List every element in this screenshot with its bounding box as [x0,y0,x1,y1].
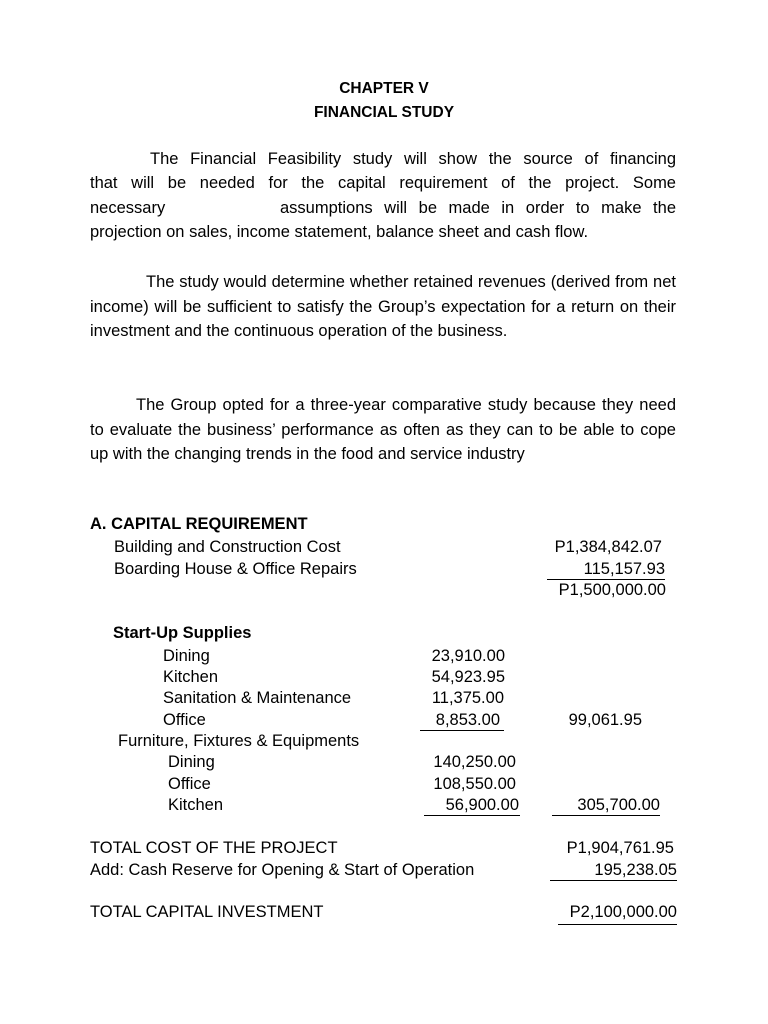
paragraph-1-line-3b: assumptions will be made in order to make the [280,199,676,217]
total-capital-investment-value-cell [558,903,677,925]
supplies-item-value: 54,923.95 [431,668,505,686]
supplies-item-label: Office [163,711,206,729]
supplies-item-value: 23,910.00 [431,647,505,665]
paragraph-1-line-4: projection on sales, income statement, balance sheet and cash flow. [90,223,589,241]
total-capital-investment-value: P2,100,000.00 [569,903,677,921]
supplies-item-value-cell [420,711,504,731]
total-project-cost-label: TOTAL COST OF THE PROJECT [90,839,338,857]
furniture-item-value: 56,900.00 [445,796,519,814]
building-cost-label: Building and Construction Cost [114,538,341,556]
cash-reserve-label: Add: Cash Reserve for Opening & Start of Operation [90,861,475,879]
furniture-item-value-cell [424,796,520,816]
furniture-total-value-cell [552,796,660,816]
supplies-item-value: 8,853.00 [435,711,500,729]
capital-requirement-heading: A. CAPITAL REQUIREMENT [90,515,308,533]
paragraph-1-line-1: The Financial Feasibility study will show the source of financing [150,150,676,168]
boarding-repairs-value: 115,157.93 [583,560,665,578]
furniture-item-value: 140,250.00 [433,753,516,771]
supplies-item-label: Sanitation & Maintenance [163,689,352,707]
supplies-item-label: Kitchen [163,668,219,686]
furniture-item-label: Kitchen [168,796,224,814]
startup-supplies-heading: Start-Up Supplies [113,624,252,642]
supplies-total-value: 99,061.95 [568,711,642,729]
building-cost-value: P1,384,842.07 [554,538,662,556]
total-project-cost-value: P1,904,761.95 [566,839,674,857]
furniture-item-label: Dining [168,753,215,771]
supplies-item-value: 11,375.00 [431,689,504,707]
boarding-repairs-label: Boarding House & Office Repairs [114,560,357,578]
capital-subtotal-value: P1,500,000.00 [558,581,666,599]
furniture-item-value: 108,550.00 [433,775,516,793]
furniture-total-value: 305,700.00 [577,796,660,814]
paragraph-1-line-3a: necessary [90,199,166,217]
cash-reserve-value: 195,238.05 [594,861,677,879]
furniture-heading: Furniture, Fixtures & Equipments [118,732,360,750]
paragraph-1-line-2: that will be needed for the capital requirement of the project. Some [90,174,676,192]
cash-reserve-value-cell [550,861,677,881]
furniture-item-label: Office [168,775,211,793]
boarding-repairs-value-cell [547,560,665,580]
chapter-heading: CHAPTER V [339,80,429,97]
page-title: FINANCIAL STUDY [313,104,455,121]
total-capital-investment-label: TOTAL CAPITAL INVESTMENT [90,903,324,921]
paragraph-2: The study would determine whether retained revenues (derived from net income) will be sufficient to satisfy the Group’s expectation for a return on their investment and the continuous operation of the business. [90,273,676,340]
supplies-item-label: Dining [163,647,210,665]
paragraph-3: The Group opted for a three-year comparative study because they need to evaluate the business’ performance as often as they can to be able to cope up with the changing trends in the food and service industry [90,396,676,463]
